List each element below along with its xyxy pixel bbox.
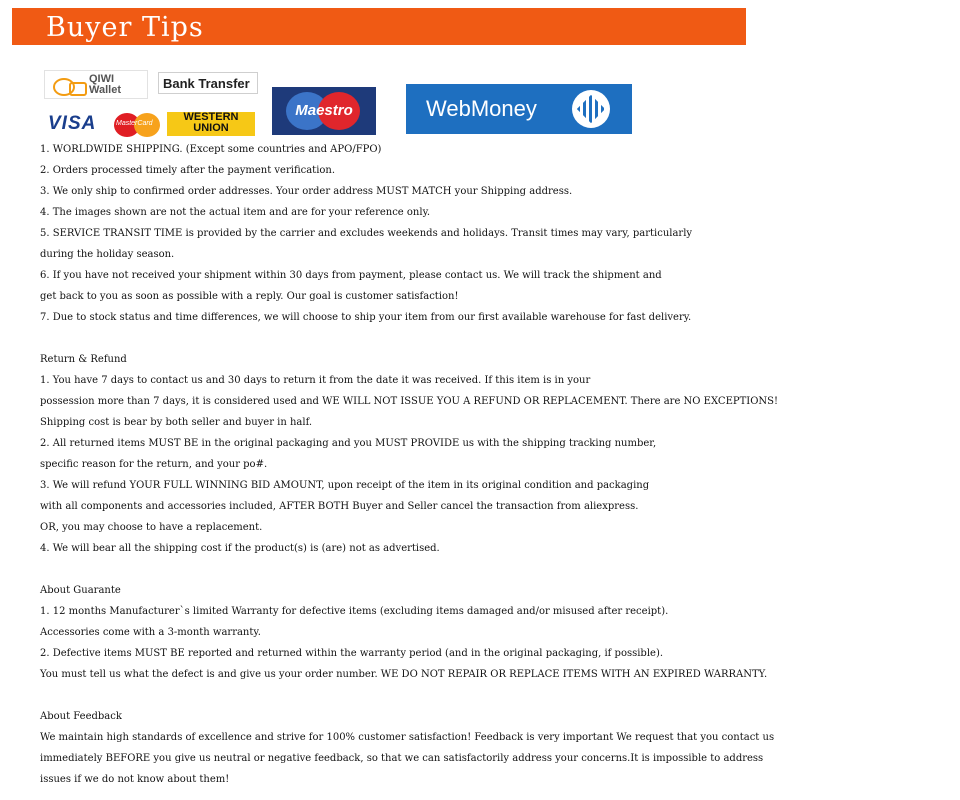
section-heading-return-refund: Return & Refund bbox=[40, 354, 127, 365]
bank-transfer-logo bbox=[158, 72, 258, 94]
text-line: possession more than 7 days, it is considered used and WE WILL NOT ISSUE YOU A REFUND OR REPLACEMENT. There are NO EXCEPTIONS! bbox=[40, 396, 779, 407]
text-line: OR, you may choose to have a replacement. bbox=[40, 522, 263, 533]
webmoney-logo bbox=[406, 84, 632, 134]
text-line: 4. The images shown are not the actual item and are for your reference only. bbox=[40, 207, 431, 218]
webmoney-text: WebMoney bbox=[426, 96, 537, 121]
webmoney-globe-icon bbox=[572, 90, 610, 128]
visa-logo bbox=[48, 112, 110, 138]
text-line: during the holiday season. bbox=[40, 249, 175, 260]
western-union-logo bbox=[167, 112, 255, 136]
text-line: Accessories come with a 3-month warranty. bbox=[40, 627, 261, 638]
text-line: 1. You have 7 days to contact us and 30 days to return it from the date it was received. If this item is in your bbox=[40, 375, 591, 386]
text-line: with all components and accessories included, AFTER BOTH Buyer and Seller cancel the transaction from aliexpress. bbox=[40, 501, 639, 512]
text-line: 6. If you have not received your shipment within 30 days from payment, please contact us. We will track the shipment and bbox=[40, 270, 662, 281]
header-banner bbox=[12, 8, 746, 45]
text-line: immediately BEFORE you give us neutral or negative feedback, so that we can satisfactorily address your concerns.It is impossible to address bbox=[40, 753, 764, 764]
text-line: 5. SERVICE TRANSIT TIME is provided by the carrier and excludes weekends and holidays. Transit times may vary, particularly bbox=[40, 228, 693, 239]
page-title: Buyer Tips bbox=[46, 12, 204, 43]
qiwi-icon-tail bbox=[69, 82, 87, 96]
bank-transfer-text: Bank Transfer bbox=[163, 76, 250, 91]
qiwi-logo-text: QIWI Wallet bbox=[89, 73, 121, 96]
text-line: 2. All returned items MUST BE in the original packaging and you MUST PROVIDE us with the shipping tracking number, bbox=[40, 438, 657, 449]
western-union-text: WESTERN UNION bbox=[183, 112, 239, 134]
maestro-logo bbox=[272, 87, 376, 135]
text-line: issues if we do not know about them! bbox=[40, 774, 230, 785]
text-line: You must tell us what the defect is and give us your order number. WE DO NOT REPAIR OR REPLACE ITEMS WITH AN EXPIRED WARRANTY. bbox=[40, 669, 768, 680]
text-line: specific reason for the return, and your po#. bbox=[40, 459, 268, 470]
qiwi-wallet-logo bbox=[44, 70, 148, 99]
section-heading-guarantee: About Guarante bbox=[40, 585, 121, 596]
text-line: 2. Defective items MUST BE reported and returned within the warranty period (and in the original packaging, if possible). bbox=[40, 648, 664, 659]
section-heading-feedback: About Feedback bbox=[40, 711, 122, 722]
visa-text: VISA bbox=[48, 113, 97, 134]
mastercard-logo bbox=[114, 113, 162, 137]
text-line: 2. Orders processed timely after the payment verification. bbox=[40, 165, 336, 176]
text-line: get back to you as soon as possible with a reply. Our goal is customer satisfaction! bbox=[40, 291, 459, 302]
maestro-text: Maestro bbox=[295, 102, 353, 119]
mastercard-text: MasterCard bbox=[116, 120, 153, 127]
text-line: 3. We will refund YOUR FULL WINNING BID AMOUNT, upon receipt of the item in its original condition and packaging bbox=[40, 480, 650, 491]
text-line: We maintain high standards of excellence and strive for 100% customer satisfaction! Feedback is very important We request that you contact us bbox=[40, 732, 775, 743]
text-line: 1. WORLDWIDE SHIPPING. (Except some countries and APO/FPO) bbox=[40, 144, 382, 155]
text-line: 3. We only ship to confirmed order addresses. Your order address MUST MATCH your Shipping address. bbox=[40, 186, 573, 197]
text-line: 1. 12 months Manufacturer`s limited Warranty for defective items (excluding items damaged and/or misused after receipt). bbox=[40, 606, 669, 617]
text-line: 4. We will bear all the shipping cost if the product(s) is (are) not as advertised. bbox=[40, 543, 440, 554]
text-line: 7. Due to stock status and time differences, we will choose to ship your item from our first available warehouse for fast delivery. bbox=[40, 312, 692, 323]
text-line: Shipping cost is bear by both seller and buyer in half. bbox=[40, 417, 313, 428]
